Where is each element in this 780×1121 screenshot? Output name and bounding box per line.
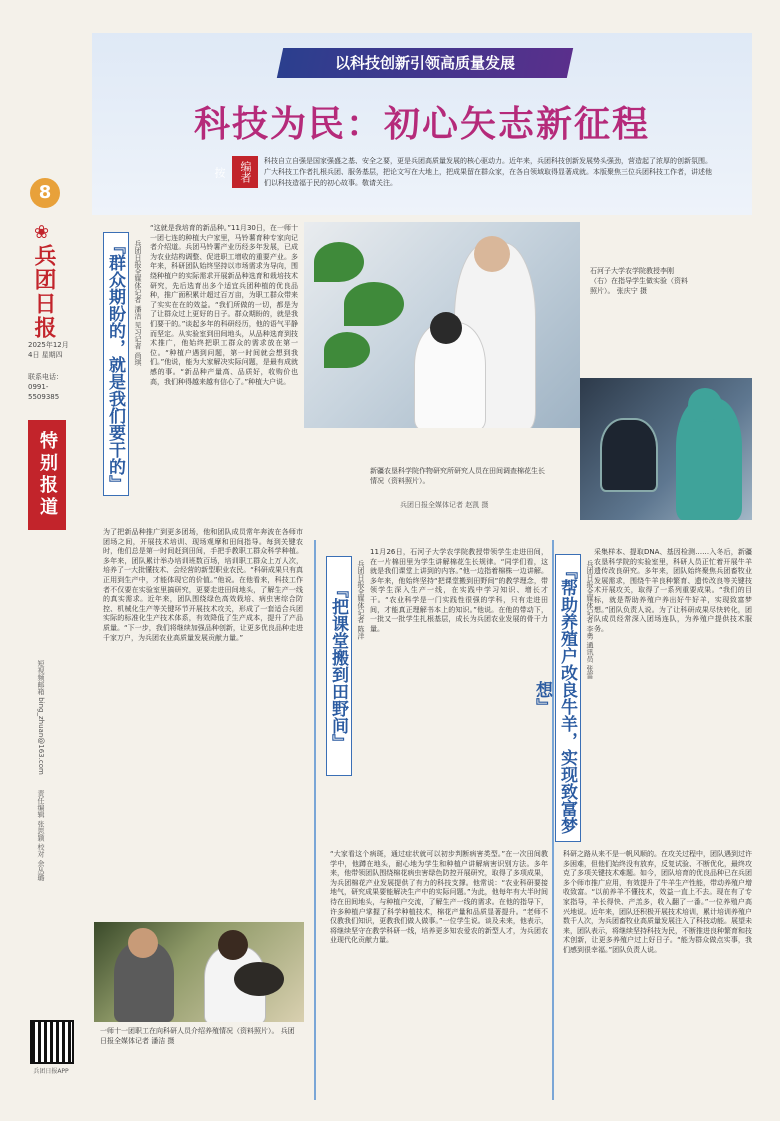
story3-body: 采集样本、提取DNA、基因检测……入冬后，新疆农垦科学院的实验室里，科研人员正忙着开展牛羊遗传改良研究。多年来，团队始终聚焦兵团畜牧业发展需求，围绕牛羊良种繁育、遗传改良等关键技术开展攻关，取得了一系列重要成果。“我们的目标，就是帮助养殖户养出好牛好羊，实现致富梦想。”团队负责人说。为了让科研成果尽快转化，团队成员经常深入团场连队，为养殖户提供技术服务。	[594, 548, 752, 633]
lab-photo-caption: 石河子大学农学院教授李刚（右）在指导学生做实验（资料照片）。 张庆宁 摄	[590, 267, 688, 295]
paper-logo-icon: ❀	[34, 222, 50, 243]
column-divider	[552, 540, 554, 1100]
story2-body-cont: “大家看这个病斑，通过症状就可以初步判断病害类型。”在一次田间教学中，他蹲在地头，耐心地为学生和种植户讲解病害识别方法。多年来，他带领团队围绕棉花病虫害绿色防控开展研究，取得了多项成果，为兵团棉花产业发展提供了有力的科技支撑。他常说：“农业科研要接地气，研究成果要能解决生产中的实际问题。”为此，他每年有大半时间待在田间地头，与种植户交流，了解生产一线的需求。在他的指导下，许多种植户掌握了科学种植技术，棉花产量和品质显著提升。“老师不仅教我们知识，更教我们做人做事。”一位学生说。谈及未来，他表示，将继续坚守在教学科研一线，培养更多知农爱农的新型人才，为兵团农业现代化贡献力量。	[330, 850, 548, 945]
livestock-photo	[94, 922, 304, 1022]
story2-body: 11月26日，石河子大学农学院教授带领学生走进田间，在一片棉田里为学生讲解棉花生长规律。“同学们看，这就是我们课堂上讲到的内容。”他一边指着棉株一边讲解。多年来，他始终坚持“把课堂搬到田野间”的教学理念，带领学生深入生产一线，在实践中学习知识、增长才干。“农业科学是一门实践性很强的学科，只有走进田间，才能真正理解书本上的知识。”他说。在他的带动下，一批又一批学生扎根基层，成长为兵团农业发展的骨干力量。	[370, 548, 548, 633]
story1-byline: 兵团日报全媒体记者 潘洁 见习记者 尚琪	[134, 240, 142, 366]
story3-heading: 『帮助养殖户改良牛羊，实现致富梦想』	[555, 554, 581, 842]
section-label: 特别报道	[28, 420, 66, 530]
photo2-credit: 兵团日报全媒体记者 赵凯 摄	[400, 501, 489, 509]
editor-note: 科技自立自强是国家强盛之基、安全之要，更是兵团高质量发展的核心驱动力。近年来，兵团科技创新发展势头强劲，营造起了浓厚的创新氛围。广大科技工作者扎根兵团、服务基层，把论文写在大地上，把成果留在群众家，在各自领域取得显著成就。本版聚焦三位兵团科技工作者，讲述他们以科技造福于民的初心故事。敬请关注。	[264, 157, 712, 187]
page-number: 8	[30, 178, 60, 208]
story3-body-cont: 科研之路从来不是一帆风顺的。在攻关过程中，团队遇到过许多困难，但他们始终没有放弃，反复试验、不断优化，最终攻克了多项关键技术难题。如今，团队培育的优良品种已在兵团多个师市推广应用，有效提升了牛羊生产性能，带动养殖户增收致富。“以前养羊不懂技术，效益一直上不去。现在有了专家指导，羊长得快、产羔多，收入翻了一番。”一位养殖户高兴地说。近年来，团队还积极开展技术培训，累计培训养殖户数千人次，为兵团畜牧业高质量发展注入了科技动能。展望未来，团队表示，将继续坚持科技为民，不断推进良种繁育和技术创新，让更多养殖户过上好日子。“能为群众做点实事，我们感到很幸福。”团队负责人说。	[563, 850, 752, 954]
page-headline: 科技为民：初心矢志新征程	[193, 103, 650, 145]
hotline	[28, 372, 72, 402]
story2-heading: 『把课堂搬到田野间』	[326, 556, 352, 776]
lab-photo	[304, 222, 580, 428]
qr-code-icon[interactable]	[30, 1020, 74, 1064]
qr-label: 兵团日报APP	[33, 1068, 69, 1075]
hotline-number: 0991-5509385	[28, 383, 60, 401]
story1-body: “这就是我培育的新品种。”11月30日，在一师十一团七连的种植大户家里，马铃薯育种专家向记者介绍道。兵团马铃薯产业历经多年发展，已成为农业结构调整、促进职工增收的重要产业。多年来，科研团队始终坚持以市场需求为导向，围绕种植户的实际需求开展新品种选育和栽培技术研究，先后选育出多个适宜兵团种植的优良品种，推广面积累计超过百万亩，为职工群众带来了实实在在的效益。“我们所做的一切，都是为了让群众过上更好的日子。群众期盼的，就是我们要干的。”谈起多年的科研经历，他的语气平静而坚定。从实验室到田间地头，从品种选育到技术推广，他始终把职工群众的需求放在第一位。“种植户遇到问题，第一时间就会想到我们。”他说，能为大家解决实际问题，是最有成就感的事。“新品种产量高、品质好，收购价也高，我们种得越来越有信心了。”种植大户说。	[150, 224, 298, 386]
microscope-photo	[580, 378, 752, 520]
story1-body-cont: 为了把新品种推广到更多团场，他和团队成员常年奔波在各师市团场之间，开展技术培训、现场观摩和田间指导。每到关键农时，他们总是第一时间赶到田间，手把手教职工群众科学种植。多年来，团队累计举办培训班数百场，培训职工群众上万人次，培养了一大批懂技术、会经营的新型职业农民。“科研成果只有真正用到生产中，才能体现它的价值。”他说。在他看来，科技工作者不仅要在实验室里搞研究，更要走进田间地头，了解生产一线的真实需求。近年来，团队围绕绿色高效栽培、病虫害综合防控、机械化生产等关键环节开展技术攻关，形成了一套适合兵团实际的标准化生产技术体系，有效降低了生产成本，提升了产品质量。“下一步，我们将继续加强品种创新，让更多优良品种走进千家万户，为兵团农业高质量发展贡献力量。”	[103, 528, 303, 642]
theme-tag	[277, 48, 573, 78]
livestock-photo-caption: 一师十一团职工在向科研人员介绍养殖情况（资料照片）。 兵团日报全媒体记者 潘洁 摄	[100, 1027, 295, 1045]
story2-byline: 兵团日报全媒体记者 陈洋	[357, 560, 365, 640]
field-photo-caption: 新疆农垦科学院作物研究所研究人员在田间调查棉花生长情况（资料照片）。	[370, 467, 545, 485]
paper-name: 兵团日报	[31, 244, 57, 340]
editor-note-seal: 编者按	[232, 156, 258, 188]
story1-heading: 『群众期盼的，就是我们要干的』	[103, 232, 129, 496]
hotline-label: 联系电话：	[28, 373, 63, 381]
story3-byline: 兵团日报全媒体记者 李勇 通讯员 张雷	[586, 560, 594, 679]
column-divider	[314, 540, 316, 1100]
issue-date: 2025年12月4日 星期四	[28, 341, 69, 359]
responsible-editors: 责任编辑 张思颖 校对 余丛璐	[37, 790, 45, 881]
rail-note: 短视频邮箱 bing_zhuan@163.com	[37, 660, 45, 775]
theme-tag-text: 以科技创新引领高质量发展	[334, 54, 515, 72]
